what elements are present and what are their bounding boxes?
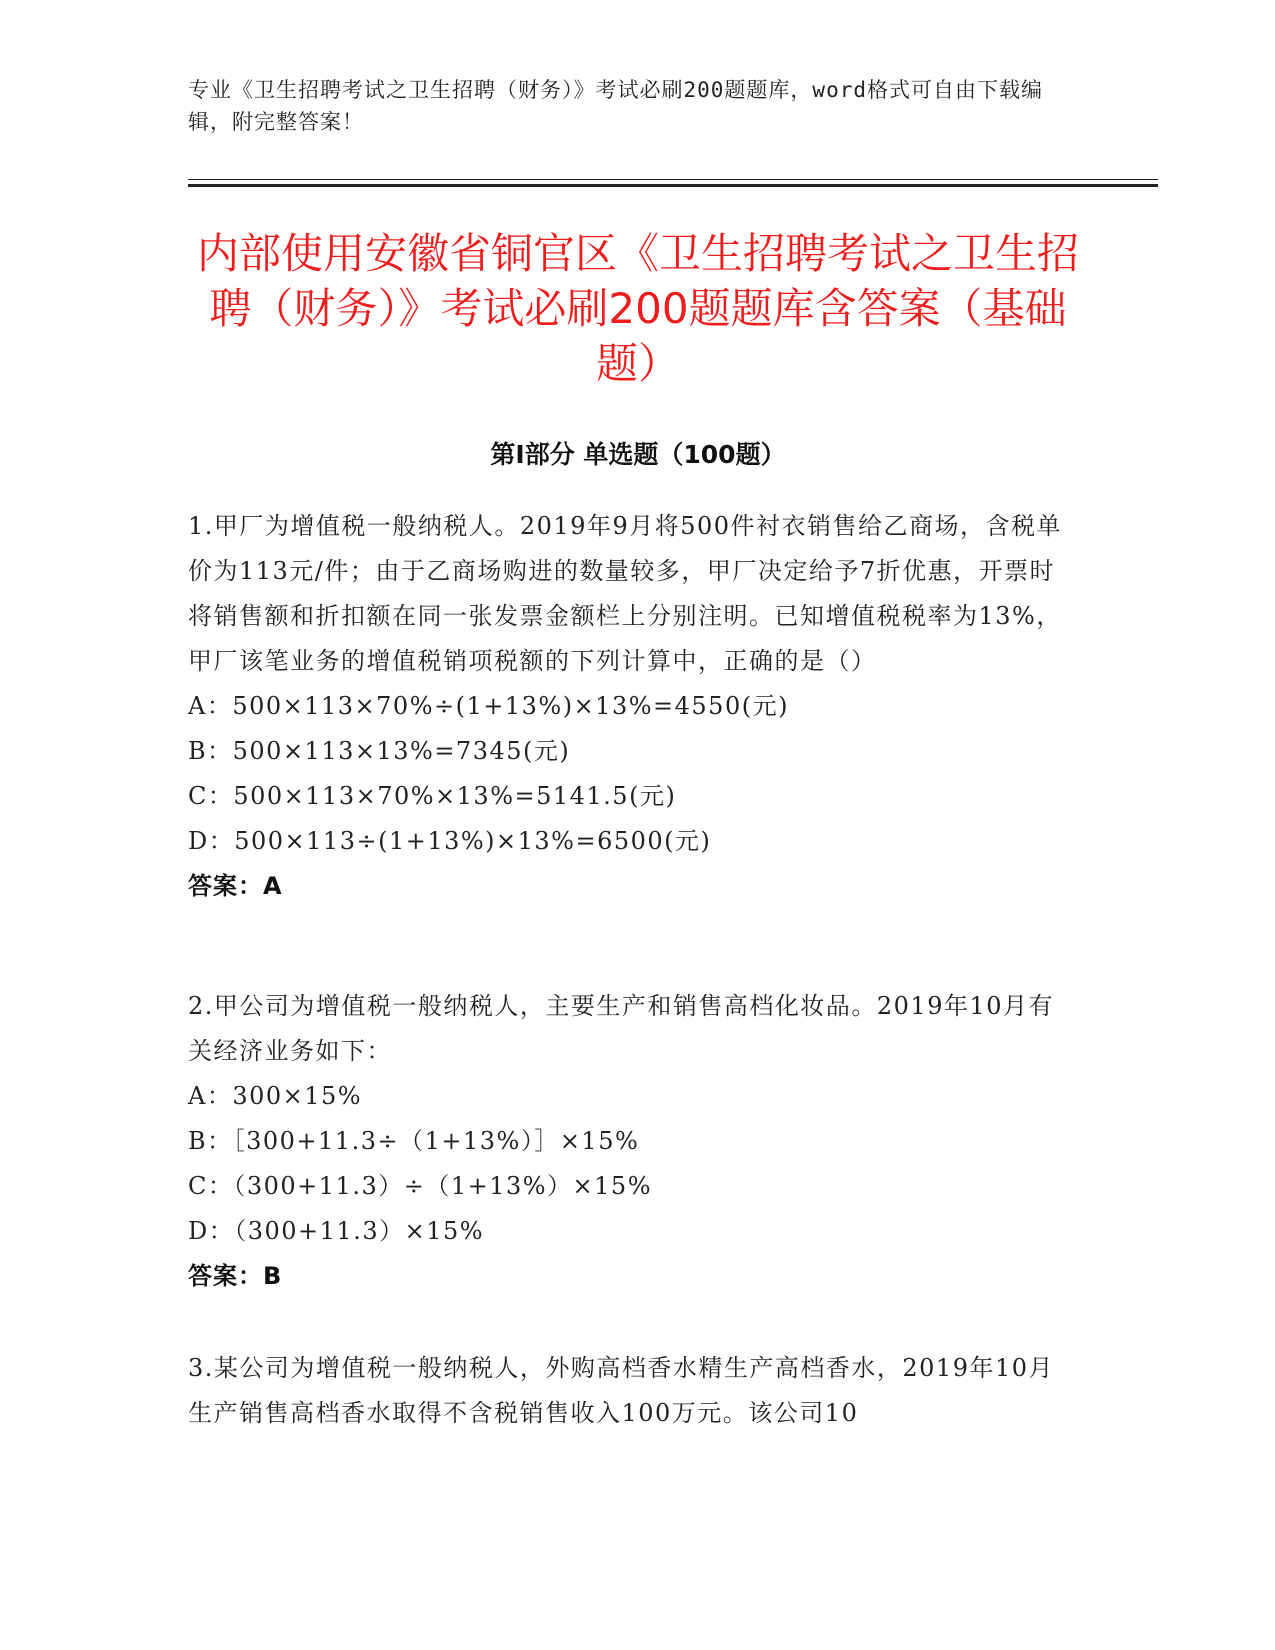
section-heading: 第Ⅰ部分 单选题（100题） bbox=[490, 440, 786, 469]
question-2 bbox=[188, 984, 1068, 1299]
option-a: A：500×113×70%÷(1+13%)×13%=4550(元) bbox=[188, 692, 789, 720]
option-b: B：［300+11.3÷（1+13%）］×15% bbox=[188, 1127, 640, 1155]
answer: 答案：A bbox=[188, 872, 283, 900]
option-d: D：500×113÷(1+13%)×13%=6500(元) bbox=[188, 827, 712, 855]
header-divider-thick bbox=[188, 184, 1158, 187]
question-3 bbox=[188, 1346, 1068, 1436]
option-b: B：500×113×13%=7345(元) bbox=[188, 737, 571, 765]
option-c: C：（300+11.3）÷（1+13%）×15% bbox=[188, 1172, 653, 1200]
option-a: A：300×15% bbox=[188, 1082, 363, 1110]
option-c: C：500×113×70%×13%=5141.5(元) bbox=[188, 782, 677, 810]
question-stem: 2.甲公司为增值税一般纳税人，主要生产和销售高档化妆品。2019年10月有关经济业务如下： bbox=[188, 992, 1055, 1065]
question-stem: 3.某公司为增值税一般纳税人，外购高档香水精生产高档香水，2019年10月生产销售高档香水取得不含税销售收入100万元。该公司10 bbox=[188, 1354, 1055, 1427]
question-stem: 1.甲厂为增值税一般纳税人。2019年9月将500件衬衣销售给乙商场，含税单价为113元/件；由于乙商场购进的数量较多，甲厂决定给予7折优惠，开票时将销售额和折扣额在同一张发票金额栏上分别注明。已知增值税税率为13%，甲厂该笔业务的增值税销项税额的下列计算中，正确的是（） bbox=[188, 512, 1063, 675]
answer: 答案：B bbox=[188, 1262, 283, 1290]
question-1 bbox=[188, 504, 1068, 909]
document-title: 内部使用安徽省铜官区《卫生招聘考试之卫生招聘（财务）》考试必刷200题题库含答案（基础题） bbox=[196, 229, 1079, 388]
header-divider-thin bbox=[188, 179, 1158, 180]
header-note: 专业《卫生招聘考试之卫生招聘（财务）》考试必刷200题题库，word格式可自由下载编辑，附完整答案！ bbox=[188, 78, 1043, 134]
option-d: D：（300+11.3）×15% bbox=[188, 1217, 485, 1245]
